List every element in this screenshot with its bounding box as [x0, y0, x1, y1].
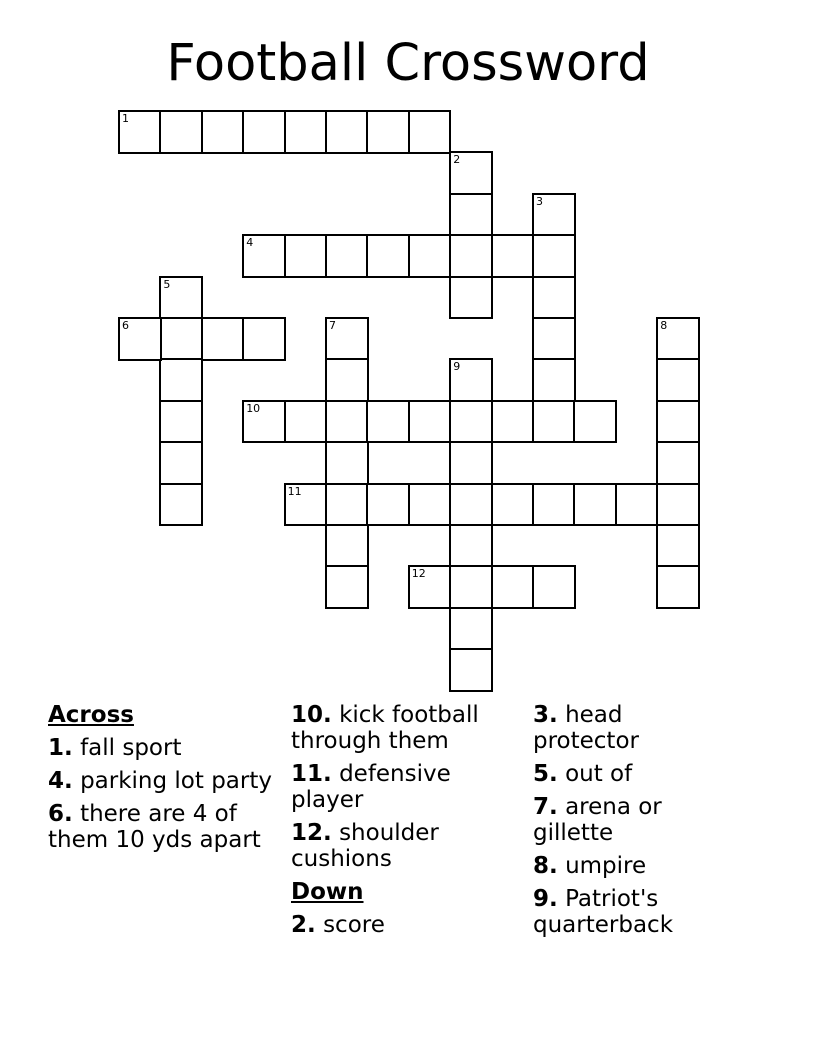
- grid-cell[interactable]: [532, 483, 576, 527]
- across-heading: Across: [48, 702, 134, 728]
- grid-cell[interactable]: [325, 317, 369, 361]
- grid-cell[interactable]: [366, 234, 410, 278]
- clue-across-12: 12. shoulder cushions: [291, 820, 439, 872]
- grid-cell[interactable]: [325, 565, 369, 609]
- clue-across-4: 4. parking lot party: [48, 768, 272, 794]
- grid-cell[interactable]: [242, 110, 286, 154]
- grid-cell[interactable]: [159, 483, 203, 527]
- clues-column-3: [533, 702, 733, 945]
- grid-cell[interactable]: [159, 317, 203, 361]
- grid-cell[interactable]: [449, 483, 493, 527]
- grid-cell[interactable]: [656, 483, 700, 527]
- grid-cell[interactable]: [532, 193, 576, 237]
- grid-cell[interactable]: [408, 400, 452, 444]
- grid-cell[interactable]: [532, 400, 576, 444]
- clue-down-5: 5. out of: [533, 761, 633, 787]
- grid-cell[interactable]: [656, 358, 700, 402]
- grid-cell[interactable]: [656, 317, 700, 361]
- grid-cell[interactable]: [366, 483, 410, 527]
- grid-cell[interactable]: [325, 400, 369, 444]
- grid-cell[interactable]: [408, 483, 452, 527]
- grid-cell[interactable]: [656, 441, 700, 485]
- grid-cell[interactable]: [491, 400, 535, 444]
- clue-number: 1: [122, 112, 129, 125]
- grid-cell[interactable]: [491, 234, 535, 278]
- grid-cell[interactable]: [532, 565, 576, 609]
- clue-number: 5: [163, 277, 171, 291]
- grid-cell[interactable]: [242, 317, 286, 361]
- grid-cell[interactable]: [449, 151, 493, 195]
- grid-cell[interactable]: [366, 400, 410, 444]
- clue-down-3: 3. head protector: [533, 702, 639, 754]
- grid-cell[interactable]: [408, 234, 452, 278]
- down-heading: Down: [291, 879, 364, 905]
- clue-number: 2: [453, 153, 461, 167]
- grid-cell[interactable]: [159, 358, 203, 402]
- grid-cell[interactable]: [449, 565, 493, 609]
- clues-column-2: [291, 702, 523, 945]
- grid-cell[interactable]: [366, 110, 410, 154]
- grid-cell[interactable]: [532, 276, 576, 320]
- grid-cell[interactable]: [325, 110, 369, 154]
- grid-cell[interactable]: [573, 400, 617, 444]
- clue-down-9: 9. Patriot's quarterback: [533, 886, 674, 938]
- clue-number: 8: [660, 319, 668, 332]
- grid-cell[interactable]: [118, 317, 162, 361]
- grid-cell[interactable]: [491, 565, 535, 609]
- clues-column-1: [48, 702, 280, 860]
- grid-cell[interactable]: [449, 358, 493, 402]
- grid-cell[interactable]: [284, 234, 328, 278]
- grid-cell[interactable]: [284, 483, 328, 527]
- clue-number: 7: [329, 319, 336, 332]
- grid-cell[interactable]: [325, 441, 369, 485]
- grid-cell[interactable]: [408, 110, 452, 154]
- grid-cell[interactable]: [449, 441, 493, 485]
- grid-cell[interactable]: [201, 317, 245, 361]
- grid-cell[interactable]: [532, 358, 576, 402]
- clue-number: 4: [246, 236, 254, 250]
- clue-across-1: 1. fall sport: [48, 735, 182, 761]
- grid-cell[interactable]: [159, 110, 203, 154]
- grid-cell[interactable]: [532, 234, 576, 278]
- grid-cell[interactable]: [242, 234, 286, 278]
- grid-cell[interactable]: [656, 400, 700, 444]
- puzzle-title: Football Crossword: [166, 34, 650, 93]
- clue-across-6: 6. there are 4 of them 10 yds apart: [48, 801, 261, 853]
- grid-cell[interactable]: [284, 110, 328, 154]
- clue-number: 11: [287, 484, 302, 498]
- grid-cell[interactable]: [449, 276, 493, 320]
- grid-cell[interactable]: [325, 483, 369, 527]
- grid-cell[interactable]: [449, 400, 493, 444]
- grid-cell[interactable]: [325, 234, 369, 278]
- grid-cell[interactable]: [159, 276, 203, 320]
- clue-across-11: 11. defensive player: [291, 761, 451, 813]
- grid-cell[interactable]: [242, 400, 286, 444]
- grid-cell[interactable]: [449, 607, 493, 651]
- clue-across-10: 10. kick football through them: [291, 702, 479, 754]
- grid-cell[interactable]: [159, 400, 203, 444]
- grid-cell[interactable]: [449, 524, 493, 568]
- clue-number: 3: [536, 194, 543, 208]
- grid-cell[interactable]: [449, 234, 493, 278]
- clue-down-8: 8. umpire: [533, 853, 647, 879]
- grid-cell[interactable]: [284, 400, 328, 444]
- grid-cell[interactable]: [449, 648, 493, 692]
- grid-cell[interactable]: [325, 524, 369, 568]
- grid-cell[interactable]: [656, 524, 700, 568]
- grid-cell[interactable]: [449, 193, 493, 237]
- grid-cell[interactable]: [532, 317, 576, 361]
- grid-cell[interactable]: [491, 483, 535, 527]
- clue-number: 6: [122, 319, 129, 332]
- grid-cell[interactable]: [118, 110, 162, 154]
- clue-down-2: 2. score: [291, 912, 385, 938]
- grid-cell[interactable]: [408, 565, 452, 609]
- grid-cell[interactable]: [159, 441, 203, 485]
- clue-number: 10: [246, 401, 261, 415]
- grid-cell[interactable]: [656, 565, 700, 609]
- clue-number: 12: [411, 567, 426, 581]
- clue-down-7: 7. arena or gillette: [533, 794, 662, 846]
- grid-cell[interactable]: [201, 110, 245, 154]
- grid-cell[interactable]: [325, 358, 369, 402]
- clue-number: 9: [453, 360, 461, 374]
- grid-cell[interactable]: [615, 483, 659, 527]
- grid-cell[interactable]: [573, 483, 617, 527]
